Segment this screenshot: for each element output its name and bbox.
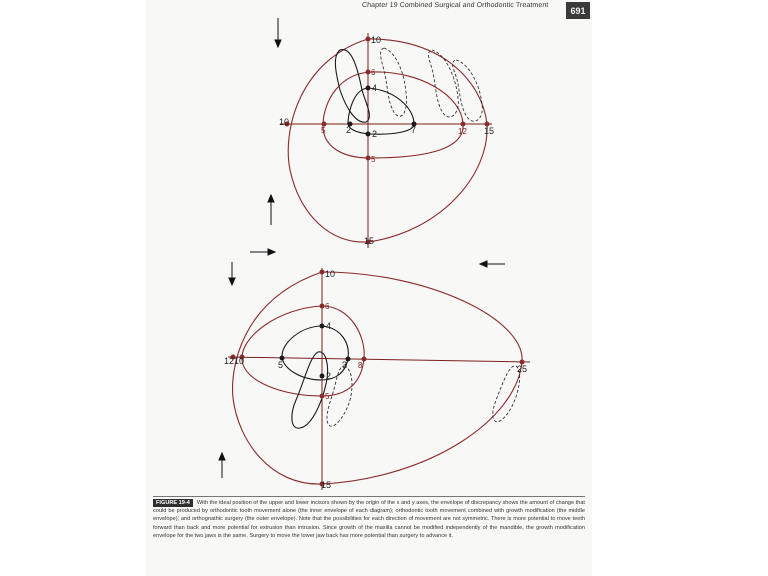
upper-label-x10: 10 (279, 117, 290, 127)
up-arrow-icon (219, 453, 225, 460)
page-number: 691 (566, 2, 590, 19)
lower-label-y5: 5 (325, 392, 330, 401)
upper-label-y4: 4 (372, 83, 378, 93)
upper-middle-envelope (323, 72, 463, 158)
lower-label-x3: 3 (342, 360, 348, 370)
upper-label-y5: 5 (371, 155, 376, 164)
down-arrow-icon (229, 278, 235, 285)
lower-label-x25: 25 (517, 364, 528, 374)
upper-label-x15: 15 (484, 126, 495, 136)
upper-incisor-outline (335, 50, 369, 123)
upper-label-y6: 6 (371, 68, 376, 77)
lower-label-y10: 10 (325, 269, 336, 279)
upper-label-y10: 10 (371, 35, 382, 45)
lower-label-y4: 4 (326, 321, 332, 331)
upper-dashed-tooth-2 (429, 50, 459, 117)
lower-outer-envelope (233, 272, 523, 484)
upper-diagram (279, 33, 494, 248)
right-arrow-icon (268, 249, 275, 255)
upper-label-x7: 7 (411, 125, 417, 135)
lower-label-y2: 2 (326, 371, 332, 381)
lower-label-x8: 8 (358, 361, 363, 370)
upper-label-x5: 5 (321, 126, 326, 135)
lower-label-y6: 6 (325, 302, 330, 311)
lower-inner-envelope (282, 326, 348, 380)
upper-label-x12: 12 (458, 127, 467, 136)
running-header: Chapter 19 Combined Surgical and Orthodontic Treatment (361, 2, 549, 9)
lower-diagram (224, 268, 530, 490)
upper-label-x2: 2 (346, 125, 352, 135)
upper-dashed-tooth-1 (381, 48, 407, 116)
upper-label-y15: 15 (364, 236, 375, 246)
down-arrow-icon (275, 40, 281, 47)
caption-text: With the ideal position of the upper and lower incisors shown by the origin of the x and y axes, the envelope of discrepancy shows the amount of change that could be produced by orthodontic tooth movement alone (the inner envelope of each diagram); orthodontic tooth movement combined with growth modification (the middle envelope); and orthognathic surgery (the outer envelope). Note that the possibilities for each direction of movement are not symmetric. There is more potential to move teeth forward than back and more potential for extrusion than intrusion. Since growth of the maxilla cannot be modified independently of the mandible, the growth modification envelope for the two jaws is the same. Surgery to move the lower jaw back has more potential than surgery to advance it. (153, 500, 585, 539)
lower-label-y15: 15 (321, 480, 332, 490)
left-arrow-icon (480, 261, 487, 267)
lower-label-x12-10: 1210 (224, 356, 245, 366)
figure-caption (153, 499, 585, 540)
up-arrow-icon (268, 195, 274, 202)
lower-x-axis (228, 357, 530, 362)
upper-label-y2: 2 (372, 129, 378, 139)
lower-label-x5: 5 (278, 360, 284, 370)
upper-inner-envelope (348, 88, 417, 135)
figure-label: FIGURE 19-4 (153, 499, 193, 507)
caption-rule (153, 496, 585, 497)
lower-arrows (219, 262, 235, 478)
upper-dashed-tooth-3 (453, 60, 483, 121)
